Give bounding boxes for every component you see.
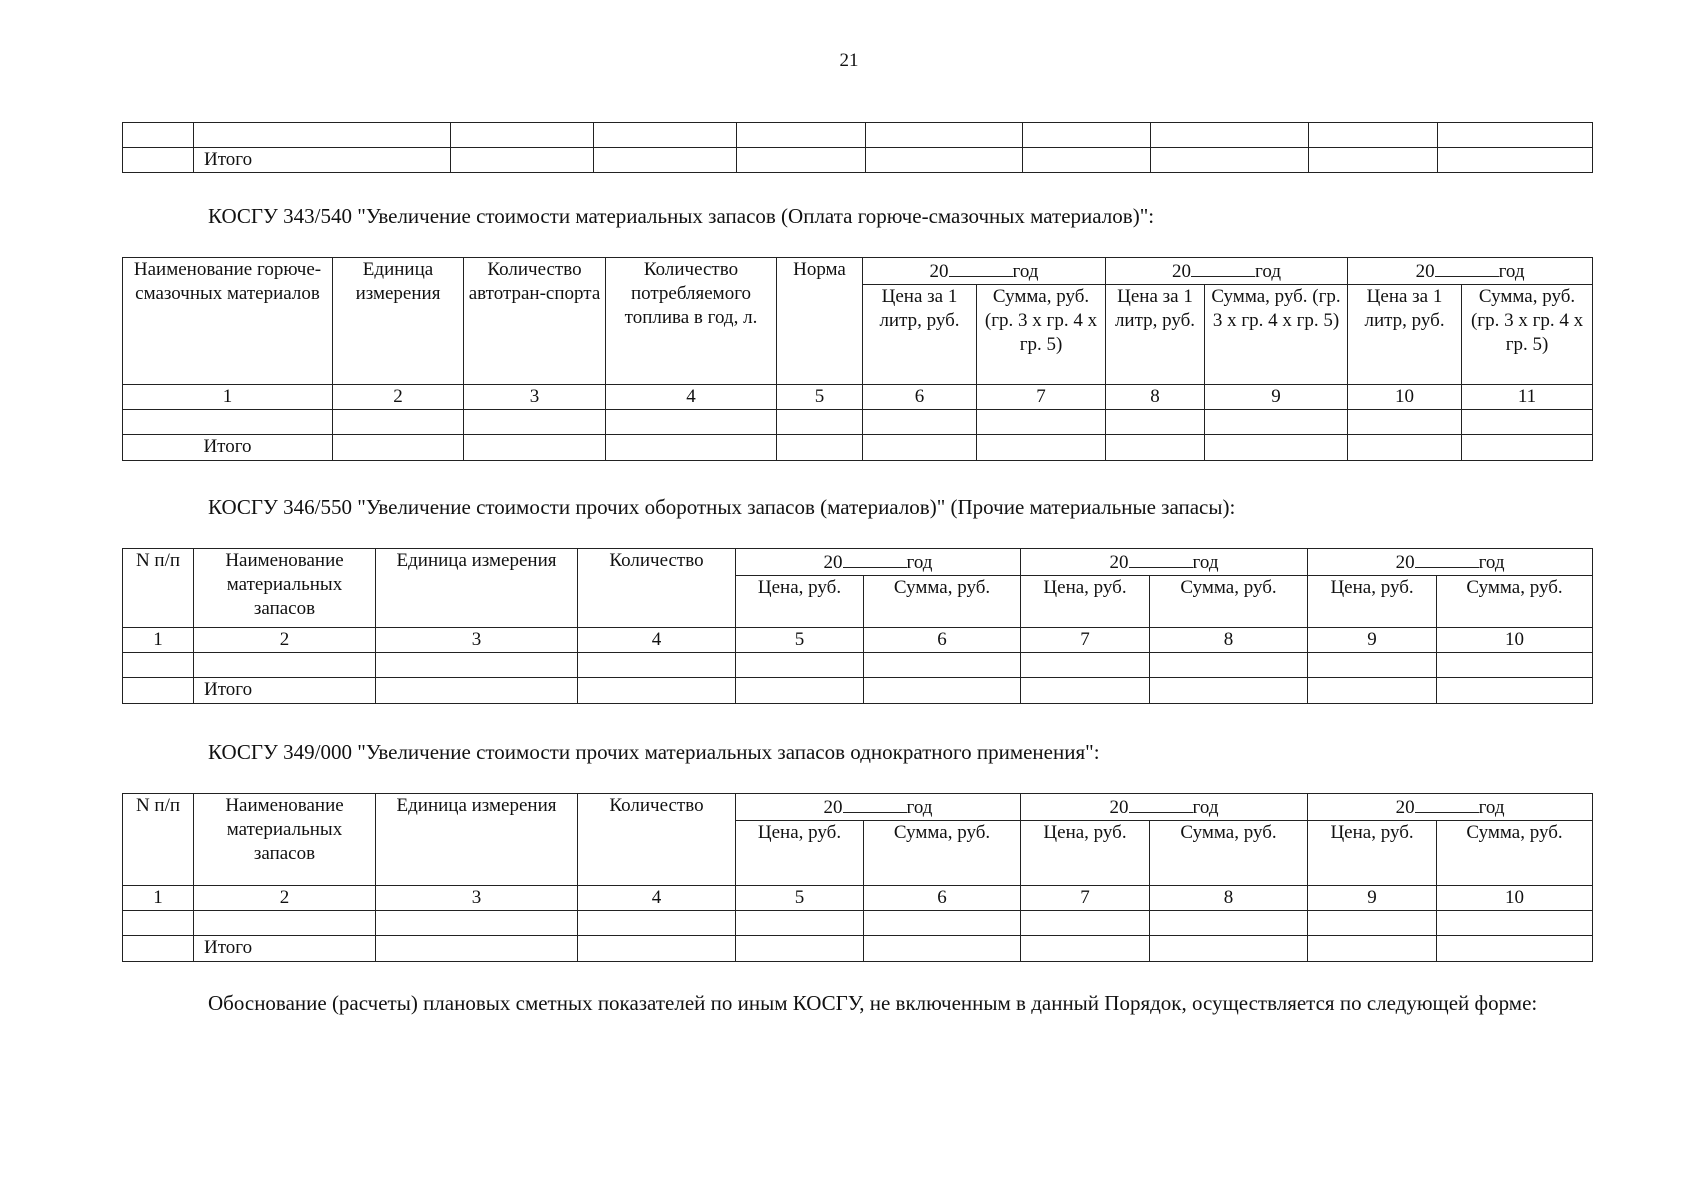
col-number: 5 <box>736 886 864 911</box>
table-row <box>123 123 1593 148</box>
col-number: 7 <box>977 385 1106 410</box>
col-number: 1 <box>123 628 194 653</box>
total-row <box>123 148 1593 173</box>
col-number: 5 <box>736 628 864 653</box>
header-year-3: 20 год <box>1308 794 1593 821</box>
header-quantity: Количество <box>578 794 736 886</box>
header-sum-2: Сумма, руб. (гр. 3 х гр. 4 х гр. 5) <box>1205 285 1348 385</box>
header-num: N п/п <box>123 794 194 886</box>
header-price: Цена, руб. <box>736 576 864 628</box>
col-number: 10 <box>1348 385 1462 410</box>
header-year-1: 20 год <box>863 258 1106 285</box>
header-unit: Единица измерения <box>376 549 578 628</box>
header-price-2: Цена за 1 литр, руб. <box>1106 285 1205 385</box>
col-number: 4 <box>606 385 777 410</box>
header-fuel-amount: Количество потребляемого топлива в год, л. <box>606 258 777 385</box>
col-number: 9 <box>1205 385 1348 410</box>
header-sum: Сумма, руб. <box>864 576 1021 628</box>
col-number: 11 <box>1462 385 1593 410</box>
col-number: 10 <box>1437 628 1593 653</box>
header-sum: Сумма, руб. <box>1150 576 1308 628</box>
col-number: 1 <box>123 886 194 911</box>
total-row <box>123 678 1593 704</box>
header-fuel-name: Наименование горюче-смазочных материалов <box>123 258 333 385</box>
header-price: Цена, руб. <box>1308 821 1437 886</box>
header-price: Цена, руб. <box>1021 576 1150 628</box>
col-number: 7 <box>1021 886 1150 911</box>
header-price-3: Цена за 1 литр, руб. <box>1348 285 1462 385</box>
table-row <box>123 410 1593 435</box>
col-number: 8 <box>1150 628 1308 653</box>
col-number: 6 <box>864 886 1021 911</box>
header-sum: Сумма, руб. <box>1437 576 1593 628</box>
table-row <box>123 911 1593 936</box>
header-price: Цена, руб. <box>1021 821 1150 886</box>
section-caption-343: КОСГУ 343/540 "Увеличение стоимости материальных запасов (Оплата горюче-смазочных материалов)": <box>208 204 1155 228</box>
col-number: 3 <box>376 886 578 911</box>
header-price: Цена, руб. <box>1308 576 1437 628</box>
header-year-1: 20 год <box>736 794 1021 821</box>
col-number: 8 <box>1106 385 1205 410</box>
total-label: Итого <box>123 435 333 461</box>
single-use-materials-table <box>122 793 1593 962</box>
header-num: N п/п <box>123 549 194 628</box>
column-numbers-row <box>123 628 1593 653</box>
header-unit: Единица измерения <box>376 794 578 886</box>
col-number: 9 <box>1308 628 1437 653</box>
col-number: 3 <box>376 628 578 653</box>
header-sum: Сумма, руб. <box>864 821 1021 886</box>
header-year-2: 20 год <box>1106 258 1348 285</box>
col-number: 9 <box>1308 886 1437 911</box>
header-quantity: Количество <box>578 549 736 628</box>
col-number: 2 <box>194 886 376 911</box>
col-number: 6 <box>863 385 977 410</box>
fuel-table <box>122 257 1593 461</box>
header-sum: Сумма, руб. <box>1437 821 1593 886</box>
previous-table-tail <box>122 122 1593 173</box>
closing-paragraph: Обоснование (расчеты) плановых сметных показателей по иным КОСГУ, не включенным в данный Порядок, осуществляется по следующей форме: <box>208 991 1538 1015</box>
col-number: 8 <box>1150 886 1308 911</box>
total-row <box>123 936 1593 962</box>
header-vehicles: Количество автотран-спорта <box>464 258 606 385</box>
header-unit: Единица измерения <box>333 258 464 385</box>
other-materials-table <box>122 548 1593 704</box>
page-number: 21 <box>839 50 859 71</box>
header-year-2: 20 год <box>1021 794 1308 821</box>
total-label: Итого <box>194 678 376 704</box>
total-row <box>123 435 1593 461</box>
header-year-1: 20 год <box>736 549 1021 576</box>
header-material-name: Наименование материальных запасов <box>194 549 376 628</box>
col-number: 4 <box>578 628 736 653</box>
header-norm: Норма <box>777 258 863 385</box>
header-sum: Сумма, руб. <box>1150 821 1308 886</box>
header-year-3: 20 год <box>1348 258 1593 285</box>
col-number: 1 <box>123 385 333 410</box>
col-number: 4 <box>578 886 736 911</box>
col-number: 5 <box>777 385 863 410</box>
total-label: Итого <box>194 148 451 173</box>
col-number: 7 <box>1021 628 1150 653</box>
section-caption-349: КОСГУ 349/000 "Увеличение стоимости прочих материальных запасов однократного применения": <box>208 740 1100 764</box>
header-year-3: 20 год <box>1308 549 1593 576</box>
header-price-1: Цена за 1 литр, руб. <box>863 285 977 385</box>
col-number: 2 <box>333 385 464 410</box>
header-material-name: Наименование материальных запасов <box>194 794 376 886</box>
col-number: 3 <box>464 385 606 410</box>
column-numbers-row <box>123 385 1593 410</box>
col-number: 10 <box>1437 886 1593 911</box>
col-number: 2 <box>194 628 376 653</box>
total-label: Итого <box>194 936 376 962</box>
table-row <box>123 653 1593 678</box>
section-caption-346: КОСГУ 346/550 "Увеличение стоимости прочих оборотных запасов (материалов)" (Прочие материальные запасы): <box>208 495 1236 519</box>
header-sum-3: Сумма, руб. (гр. 3 х гр. 4 х гр. 5) <box>1462 285 1593 385</box>
column-numbers-row <box>123 886 1593 911</box>
col-number: 6 <box>864 628 1021 653</box>
header-sum-1: Сумма, руб. (гр. 3 х гр. 4 х гр. 5) <box>977 285 1106 385</box>
header-price: Цена, руб. <box>736 821 864 886</box>
header-year-2: 20 год <box>1021 549 1308 576</box>
